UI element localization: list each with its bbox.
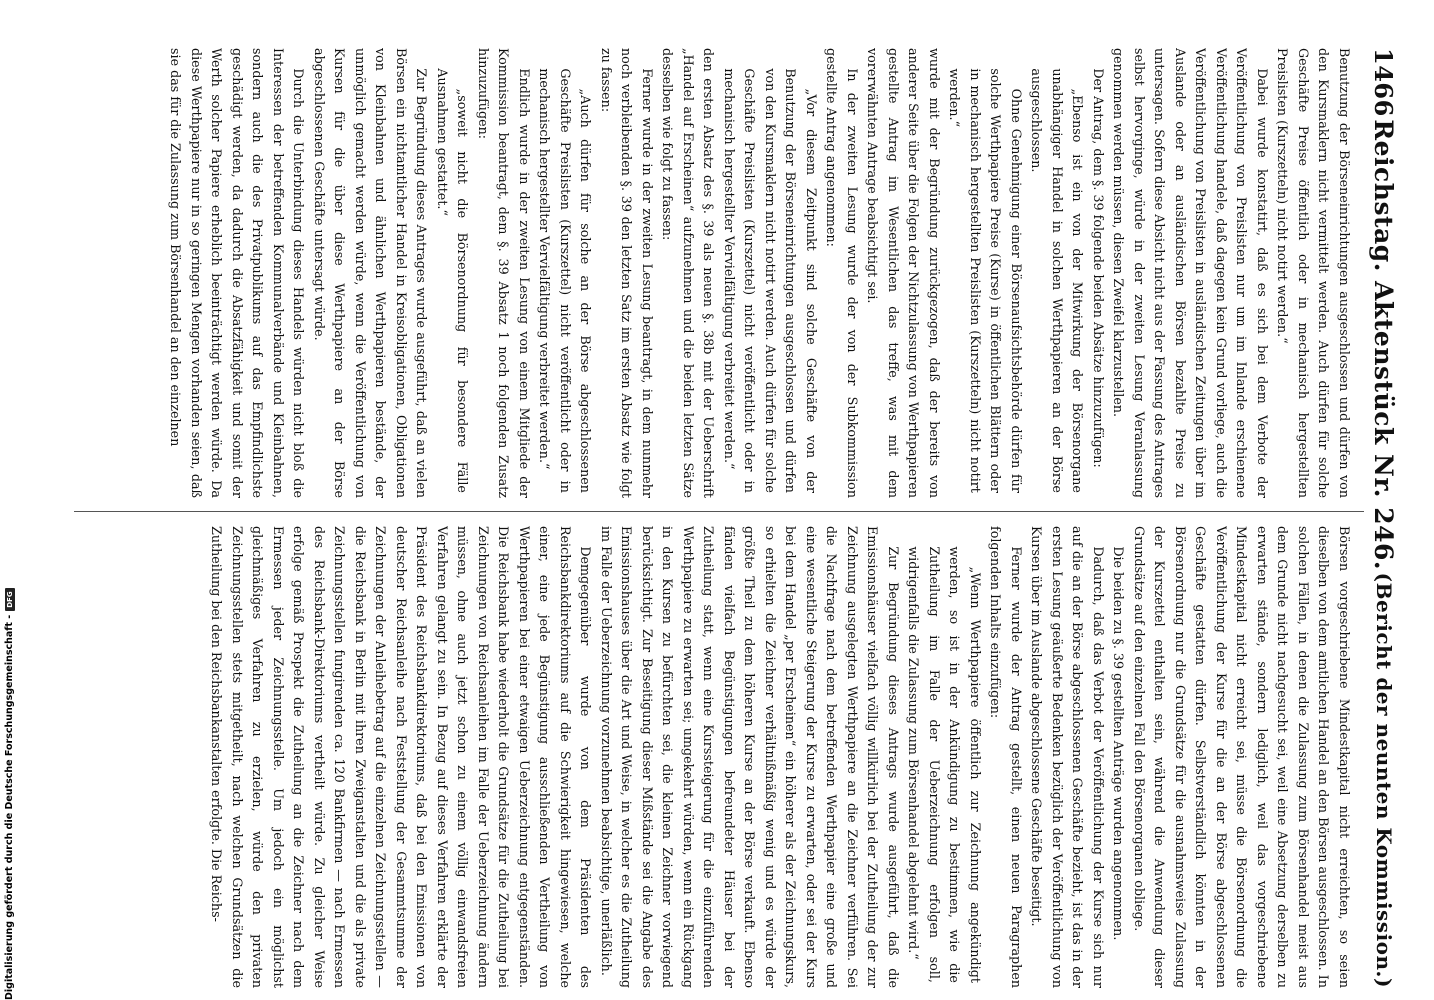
paragraph: Börsen vorgeschriebene Mindestkapital nicht erreichten, so seien dieselben von dem amtlichen Handel an den Börsen ausgeschlossen. In solchen Fällen, in denen die Zulassung zum Börsenhandel meist aus dem Grunde nicht nachgesucht sei, weil eine Absetzung derselben zu erwarten stände, sondern lediglich, weil das vorgeschriebene Mindestkapital nicht erreicht sei, müsse die Börsenordnung die Veröffentlichung der Kurse für die an der Börse abgeschlossenen Geschäfte gestatten dürfen. Selbstverständlich könnten in der Börsenordnung nur die Grundsätze für die ausnahmsweise Zulassung der Kurszettel enthalten sein, während die Anwendung dieser Grundsätze auf den einzelnen Fall den Börsenorganen obliege. (1132, 526, 1352, 988)
column-divider (74, 511, 1364, 512)
paragraph: Der Antrag, dem §. 39 folgende beiden Absätze hinzuzufügen: (1091, 68, 1106, 468)
text-column-left (74, 48, 1354, 498)
quote-paragraph: „Wenn Werthpapiere öffentlich zur Zeichnung angekündigt werden, so ist in der Ankündigung zu bestimmen, wie die Zutheilung im Falle der Ueberzeichnung erfolgen soll, widrigenfalls die Zulassung zum Börsenhandel abgelehnt wird.“ (906, 546, 983, 983)
paragraph: Benutzung der Börseneinrichtungen ausgeschlossen und dürfen von den Kursmaklern nicht vermittelt werden. Auch dürfen für solche Geschäfte Preise öffentlich oder in mechanisch hergestellten Preislisten (Kurszetteln) nicht notirt werden.“ (1275, 48, 1352, 498)
paragraph: In der zweiten Lesung wurde der von der Subkommission gestellte Antrag angenommen: (824, 48, 860, 498)
paragraph: Demgegenüber wurde von dem Präsidenten des Reichsbankdirektoriums auf die Schwierigkeit hingewiesen, welche einer, eine jede Begünstigung ausschließenden Vertheilung von Werthpapieren bei einer etwaigen Ueberzeichnung entgegenständen. Die Reichsbank habe wiederholt die Grundsätze für die Zutheilung bei Zeichnungen von Reichsanleihen im Falle der Ueberzeichnung ändern müssen, ohne auch jetzt schon zu einem völlig einwandsfreien Verfahren gelangt zu sein. In Bezug auf dieses Verfahren erklärte der Präsident des Reichsbankdirektoriums, daß bei den Emissionen von deutscher Reichsanleihe nach Feststellung der Gesammtsumme der Zeichnungen der Anleihebetrag auf die einzelnen Zeichnungsstellen — die Reichsbank in Berlin mit ihren Zweiganstalten und die als private Zeichnungsstellen fungirenden ca. 120 Bankfirmen — nach Ermessen des Reichsbank-Direktoriums vertheilt würde. Zu gleicher Weise erfolge gemäß Prospekt die Zutheilung an die Zeichner nach dem Ermessen jeder Zeichnungsstelle. Um jedoch ein möglichst gleichmäßiges Verfahren zu erzielen, würde den privaten Zeichnungsstellen stets mitgetheilt, nach welchen Grundsätzen die Zutheilung bei den Reichsbankanstalten erfolgte. Die Reichs- (209, 526, 594, 988)
paragraph: Zur Begründung dieses Antrags wurde ausgeführt, daß die Emissionshäuser vielfach völlig willkürlich bei der Zutheilung der zur Zeichnung ausgelegten Werthpapiere an die Zeichner verführen. Sei die Nachfrage nach dem betreffenden Werthpapier eine große und eine wesentliche Steigerung der Kurse zu erwarten, oder sei der Kurs bei dem Handel „per Erscheinen“ ein höherer als der Zeichnungskurs, so erhielten die Zeichner verhältnißmäßig wenig und es würde der größte Theil zu dem höheren Kurse an der Börse verkauft. Ebenso fänden vielfach Begünstigungen befreundeter Häuser bei der Zutheilung statt, wenn eine Kurssteigerung für die einzuführenden Werthpapiere zu erwarten sei; umgekehrt würden, wenn ein Rückgang in den Kursen zu befürchten sei, die kleinen Zeichner vorwiegend berücksichtigt. Zur Beseitigung dieser Mißstände sei die Angabe des Emissionshauses über die Art und Weise, in welcher es die Zutheilung im Falle der Ueberzeichnung vorzunehmen beabsichtige, unerläßlich. (599, 526, 901, 988)
page-title: Reichstag. Aktenstück Nr. 246. (1369, 119, 1399, 571)
paragraph: Ferner wurde in der zweiten Lesung beantragt, in dem nunmehr noch verbleibenden §. 39 den letzten Satz im ersten Absatz wie folgt zu fassen: (599, 48, 655, 498)
digitization-credit (4, 588, 15, 1000)
paragraph: den ersten Absatz des §. 39 als neuen §. 38b mit der Ueberschrift „Handel auf Erscheinen“ aufzunehmen und die beiden letzten Sätze desselben wie folgt zu fassen: (660, 48, 717, 498)
quote-paragraph: Ohne Genehmigung einer Börsenaufsichtsbehörde dürfen für solche Werthpapiere Preise (Kurse) in öffentlichen Blättern oder in mechanisch hergestellten Preislisten (Kurszetteln) nicht notirt werden.“ (947, 68, 1024, 493)
paragraph: Die beiden zu §. 39 gestellten Anträge wurden angenommen. (1111, 546, 1127, 941)
page-header (1364, 48, 1404, 988)
paragraph: Zur Begründung dieses Antrages wurde ausgeführt, daß an vielen Börsen ein nichtamtlicher Handel in Kreisobligationen, Obligationen von Kleinbahnen und ähnlichen Werthpapieren bestände, der unmöglich gemacht werden würde, wenn die Veröffentlichung von Kursen für die über diese Werthpapiere an der Börse abgeschlossenen Geschäfte untersagt würde. (312, 48, 430, 498)
rotated-document-page (74, 48, 1404, 988)
paragraph: Dabei wurde konstatirt, daß es sich bei dem Verbote der Veröffentlichung von Preislisten nur um im Inlande erschienene Veröffentlichung handele, daß dagegen kein Grund vorliege, auch die Veröffentlichung von Preislisten in ausländischen Zeitungen über im Auslande oder an ausländischen Börsen bezahlte Preise zu untersagen. Sofern diese Absicht nicht aus der Fassung des Antrages selbst hervorginge, würde in der zweiten Lesung Veranlassung genommen werden müssen, diesen Zweifel klarzustellen. (1111, 48, 1270, 498)
quote-paragraph: „Ebenso ist ein von der Mitwirkung der Börsenorgane unabhängiger Handel in solchen Werthpapieren an der Börse ausgeschlossen. (1029, 68, 1086, 493)
text-column-right (74, 526, 1354, 988)
quote-paragraph: „Vor diesem Zeitpunkt sind solche Geschäfte von der Benutzung der Börseneinrichtungen ausgeschlossen und dürfen von den Kursmaklern nicht notirt werden. Auch dürfen für solche Geschäfte Preislisten (Kurszettel) nicht veröffentlicht oder in mechanisch hergestellter Vervielfältigung verbreitet werden.“ (722, 68, 819, 493)
dfg-logo-icon: DFG (5, 588, 15, 610)
quote-paragraph: „Auch dürfen für solche an der Börse abgeschlossenen Geschäfte Preislisten (Kurszettel) nicht veröffentlicht oder in mechanisch hergestellter Vervielfältigung verbreitet werden.“ (537, 68, 594, 493)
page-number: 1466 (1369, 48, 1399, 117)
section-title: (Bericht der neunten Kommission.) (1372, 572, 1396, 988)
paragraph: Dadurch, daß das Verbot der Veröffentlichung der Kurse sich nur auf die an der Börse abgeschlossenen Geschäfte bezieht, ist das in der ersten Lesung geäußerte Bedenken bezüglich der Veröffentlichung von Kursen über im Auslande abgeschlossene Geschäfte beseitigt. (1029, 526, 1106, 988)
quote-paragraph: „soweit nicht die Börsenordnung für besondere Fälle Ausnahmen gestattet.“ (435, 68, 471, 493)
credit-text: Digitalisierung gefördert durch die Deutsche Forschungsgemeinschaft - (4, 614, 15, 1000)
paragraph: wurde mit der Begründung zurückgezogen, daß der bereits von anderer Seite über die Folgen der Nichtzulassung von Werthpapieren gestellte Antrag im Wesentlichen das treffe, was mit dem vorerwähnten Antrage beabsichtigt sei. (865, 48, 942, 498)
paragraph: Endlich wurde in der zweiten Lesung von einem Mitgliede der Kommission beantragt, dem §. 39 Absatz 1 noch folgenden Zusatz hinzuzufügen: (476, 48, 532, 498)
paragraph: Ferner wurde der Antrag gestellt, einen neuen Paragraphen folgenden Inhalts einzufügen: (988, 526, 1024, 988)
paragraph: Durch die Unterbindung dieses Handels würden nicht bloß die Interessen der betreffenden Kommunalverbände und Kleinbahnen, sondern auch die des Privatpublikums auf das Empfindlichste geschädigt werden, da dadurch die Absatzfähigkeit und somit der Werth solcher Papiere erheblich beeinträchtigt werden würde. Da diese Werthpapiere nur in so geringen Mengen vorhanden seien, daß sie das für die Zulassung zum Börsenhandel an den einzelnen (168, 48, 307, 498)
